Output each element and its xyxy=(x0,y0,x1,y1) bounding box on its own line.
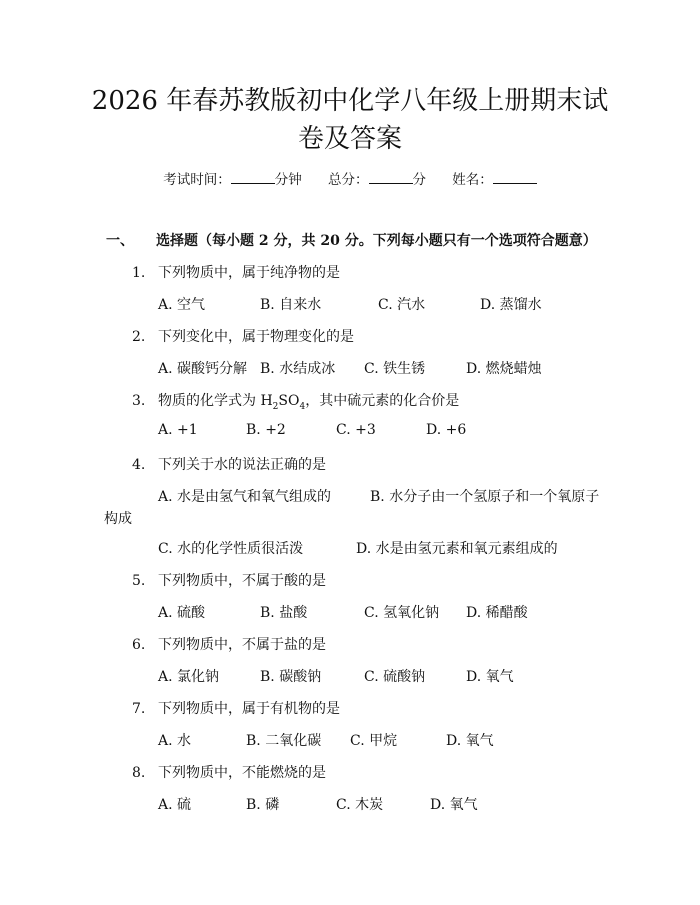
question-1-options xyxy=(158,294,658,314)
option-a[interactable]: A. +1 xyxy=(158,422,198,438)
option-b[interactable]: B. +2 xyxy=(246,422,286,438)
question-number: 5. xyxy=(132,573,146,589)
student-name-field xyxy=(452,168,537,188)
question-8 xyxy=(132,762,326,782)
question-number: 3. xyxy=(132,393,146,409)
total-score-unit: 分 xyxy=(412,172,426,188)
question-text: 下列变化中，属于物理变化的是 xyxy=(158,329,354,345)
question-1 xyxy=(132,262,340,282)
question-text: 下列物质中，不能燃烧的是 xyxy=(158,765,326,781)
option-d[interactable]: D. 水是由氢元素和氧元素组成的 xyxy=(356,541,558,557)
total-score-blank[interactable] xyxy=(369,170,413,184)
option-d[interactable]: D. 燃烧蜡烛 xyxy=(466,361,542,377)
option-c[interactable]: C. 汽水 xyxy=(378,297,426,313)
section-number: 一、 xyxy=(106,233,134,249)
exam-time-blank[interactable] xyxy=(231,170,275,184)
exam-meta xyxy=(0,168,700,188)
option-c[interactable]: C. 甲烷 xyxy=(350,733,398,749)
question-number: 1. xyxy=(132,265,146,281)
question-6-options xyxy=(158,666,658,686)
total-score-field xyxy=(328,168,426,188)
option-a[interactable]: A. 水是由氢气和氧气组成的 xyxy=(158,489,332,505)
question-3-options xyxy=(158,422,658,442)
total-score-label: 总分： xyxy=(328,172,369,188)
question-5-options xyxy=(158,602,658,622)
option-a[interactable]: A. 氯化钠 xyxy=(158,669,220,685)
section-heading xyxy=(106,230,597,250)
question-text: 下列物质中，不属于酸的是 xyxy=(158,573,326,589)
question-number: 7. xyxy=(132,701,146,717)
option-c[interactable]: C. 氢氧化钠 xyxy=(364,605,440,621)
option-a[interactable]: A. 硫酸 xyxy=(158,605,206,621)
option-a[interactable]: A. 碳酸钙分解 xyxy=(158,361,248,377)
question-8-options xyxy=(158,794,658,814)
option-c[interactable]: C. 水的化学性质很活泼 xyxy=(158,541,304,557)
question-number: 2. xyxy=(132,329,146,345)
option-d[interactable]: D. 氧气 xyxy=(446,733,494,749)
question-7-options xyxy=(158,730,658,750)
option-b[interactable]: B. 碳酸钠 xyxy=(260,669,322,685)
option-c[interactable]: C. 铁生锈 xyxy=(364,361,426,377)
exam-time-field xyxy=(163,168,302,188)
option-d[interactable]: D. 蒸馏水 xyxy=(480,297,542,313)
question-number: 6. xyxy=(132,637,146,653)
question-number: 8. xyxy=(132,765,146,781)
option-c[interactable]: C. 木炭 xyxy=(336,797,384,813)
option-b[interactable]: B. 自来水 xyxy=(260,297,322,313)
option-c[interactable]: C. +3 xyxy=(336,422,376,438)
option-b[interactable]: B. 水结成冰 xyxy=(260,361,336,377)
question-5 xyxy=(132,570,326,590)
option-a[interactable]: A. 硫 xyxy=(158,797,192,813)
question-4-options-row-2 xyxy=(158,538,658,558)
question-text: 下列物质中，属于纯净物的是 xyxy=(158,265,340,281)
question-text: 下列物质中，属于有机物的是 xyxy=(158,701,340,717)
student-name-label: 姓名： xyxy=(452,172,493,188)
question-2 xyxy=(132,326,354,346)
option-b[interactable]: B. 二氧化碳 xyxy=(246,733,322,749)
option-b[interactable]: B. 磷 xyxy=(246,797,280,813)
question-text: 下列关于水的说法正确的是 xyxy=(158,457,326,473)
option-d[interactable]: D. +6 xyxy=(426,422,467,438)
option-d[interactable]: D. 稀醋酸 xyxy=(466,605,528,621)
question-3 xyxy=(132,390,459,412)
option-d[interactable]: D. 氧气 xyxy=(430,797,478,813)
question-4-option-b-wrap: 构成 xyxy=(104,511,132,527)
question-4-options-row-1 xyxy=(158,486,658,506)
question-number: 4. xyxy=(132,457,146,473)
option-a[interactable]: A. 空气 xyxy=(158,297,206,313)
option-d[interactable]: D. 氧气 xyxy=(466,669,514,685)
question-4 xyxy=(132,454,326,474)
question-text: 物质的化学式为 $H_2SO_4$，其中硫元素的化合价是 xyxy=(158,393,460,412)
question-6 xyxy=(132,634,326,654)
option-b[interactable]: B. 水分子由一个氢原子和一个氧原子 xyxy=(370,489,600,505)
question-7 xyxy=(132,698,340,718)
section-title: 选择题（每小题 2 分，共 20 分。下列每小题只有一个选项符合题意） xyxy=(156,233,597,249)
option-a[interactable]: A. 水 xyxy=(158,733,192,749)
option-c[interactable]: C. 硫酸钠 xyxy=(364,669,426,685)
exam-title-line-2: 卷及答案 xyxy=(297,124,402,154)
question-2-options xyxy=(158,358,658,378)
option-b[interactable]: B. 盐酸 xyxy=(260,605,308,621)
question-text: 下列物质中，不属于盐的是 xyxy=(158,637,326,653)
exam-time-unit: 分钟 xyxy=(274,172,302,188)
exam-title-line-1: 2026 年春苏教版初中化学八年级上册期末试 xyxy=(91,86,609,116)
exam-time-label: 考试时间： xyxy=(163,172,231,188)
student-name-blank[interactable] xyxy=(493,170,537,184)
